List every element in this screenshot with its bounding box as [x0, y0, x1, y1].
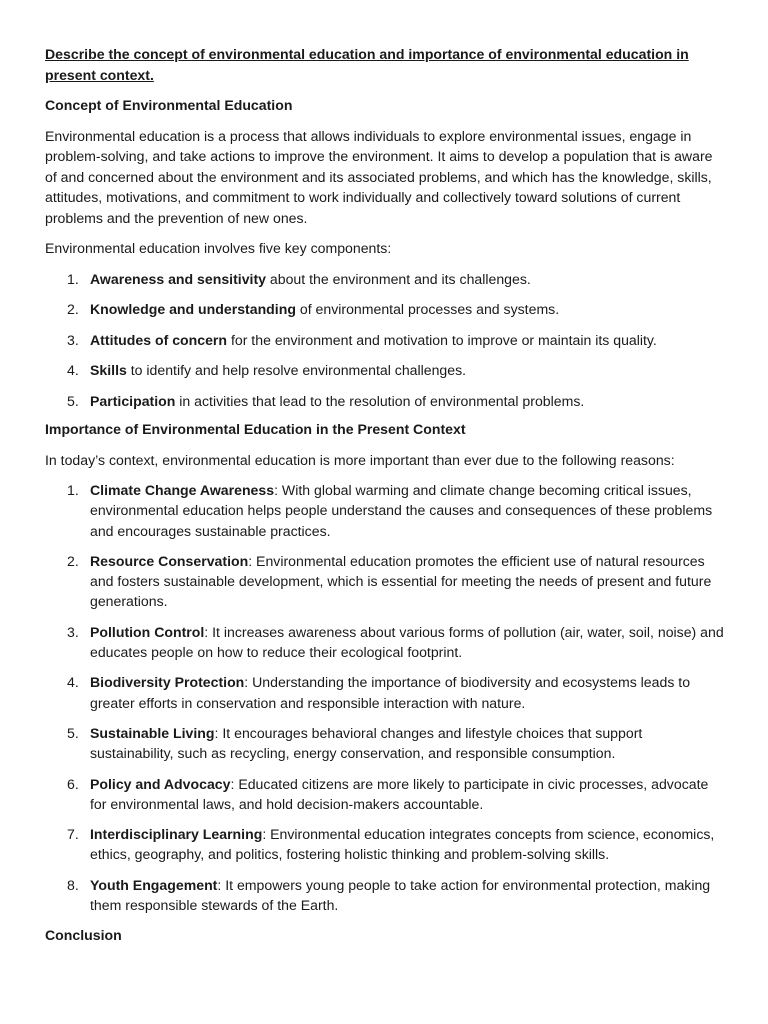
importance-intro: In today’s context, environmental education is more important than ever due to the following reasons: [45, 451, 675, 468]
concept-paragraph: Environmental education is a process that allows individuals to explore environmental issues, engage in problem-solving, and take actions to improve the environment. It aims to develop a population that is aware of and concerned about the environment and its associated problems, and which has the knowledge, skills, attitudes, motivations, and commitment to work individually and collectively toward solutions of current problems and the prevention of new ones. [45, 127, 713, 226]
list-item: 3. Pollution Control: It increases awareness about various forms of pollution (air, water, soil, noise) and educates people on how to reduce their ecological footprint. [67, 623, 724, 661]
list-item: 4. Skills to identify and help resolve environmental challenges. [67, 362, 467, 378]
conclusion-heading: Conclusion [45, 927, 122, 944]
list-item: 1. Climate Change Awareness: With global warming and climate change becoming critical issues, environmental education helps people understand the causes and consequences of these problems and encourages sustainable practices. [67, 482, 713, 539]
list-item: 4. Biodiversity Protection: Understanding the importance of biodiversity and ecosystems leads to greater efforts in conservation and responsible interaction with nature. [67, 674, 691, 711]
list-item: 3. Attitudes of concern for the environment and motivation to improve or maintain its quality. [67, 331, 657, 348]
list-item: 7. Interdisciplinary Learning: Environmental education integrates concepts from science, economics, ethics, geography, and politics, fostering holistic thinking and problem-solving skills. [67, 826, 715, 863]
list-item: 1. Awareness and sensitivity about the environment and its challenges. [67, 270, 531, 287]
components-intro: Environmental education involves five key components: [45, 240, 392, 256]
reasons-list [45, 480, 725, 915]
importance-heading: Importance of Environmental Education in the Present Context [45, 421, 466, 437]
list-item: 5. Sustainable Living: It encourages behavioral changes and lifestyle choices that support sustainability, such as recycling, energy conservation, and responsible consumption. [67, 724, 643, 762]
concept-heading: Concept of Environmental Education [45, 97, 293, 113]
list-item: 8. Youth Engagement: It empowers young people to take action for environmental protection, making them responsible stewards of the Earth. [67, 876, 711, 914]
question-title: Describe the concept of environmental education and importance of environmental education in present context. [45, 46, 689, 83]
list-item: 5. Participation in activities that lead to the resolution of environmental problems. [67, 392, 585, 409]
list-item: 2. Resource Conservation: Environmental education promotes the efficient use of natural resources and fosters sustainable development, which is essential for meeting the needs of present and future generations. [67, 552, 712, 610]
list-item: 2. Knowledge and understanding of environmental processes and systems. [67, 301, 560, 317]
document-page [45, 44, 725, 956]
list-item: 6. Policy and Advocacy: Educated citizens are more likely to participate in civic processes, advocate for environmental laws, and hold decision-makers accountable. [67, 775, 709, 812]
components-list [45, 269, 725, 412]
